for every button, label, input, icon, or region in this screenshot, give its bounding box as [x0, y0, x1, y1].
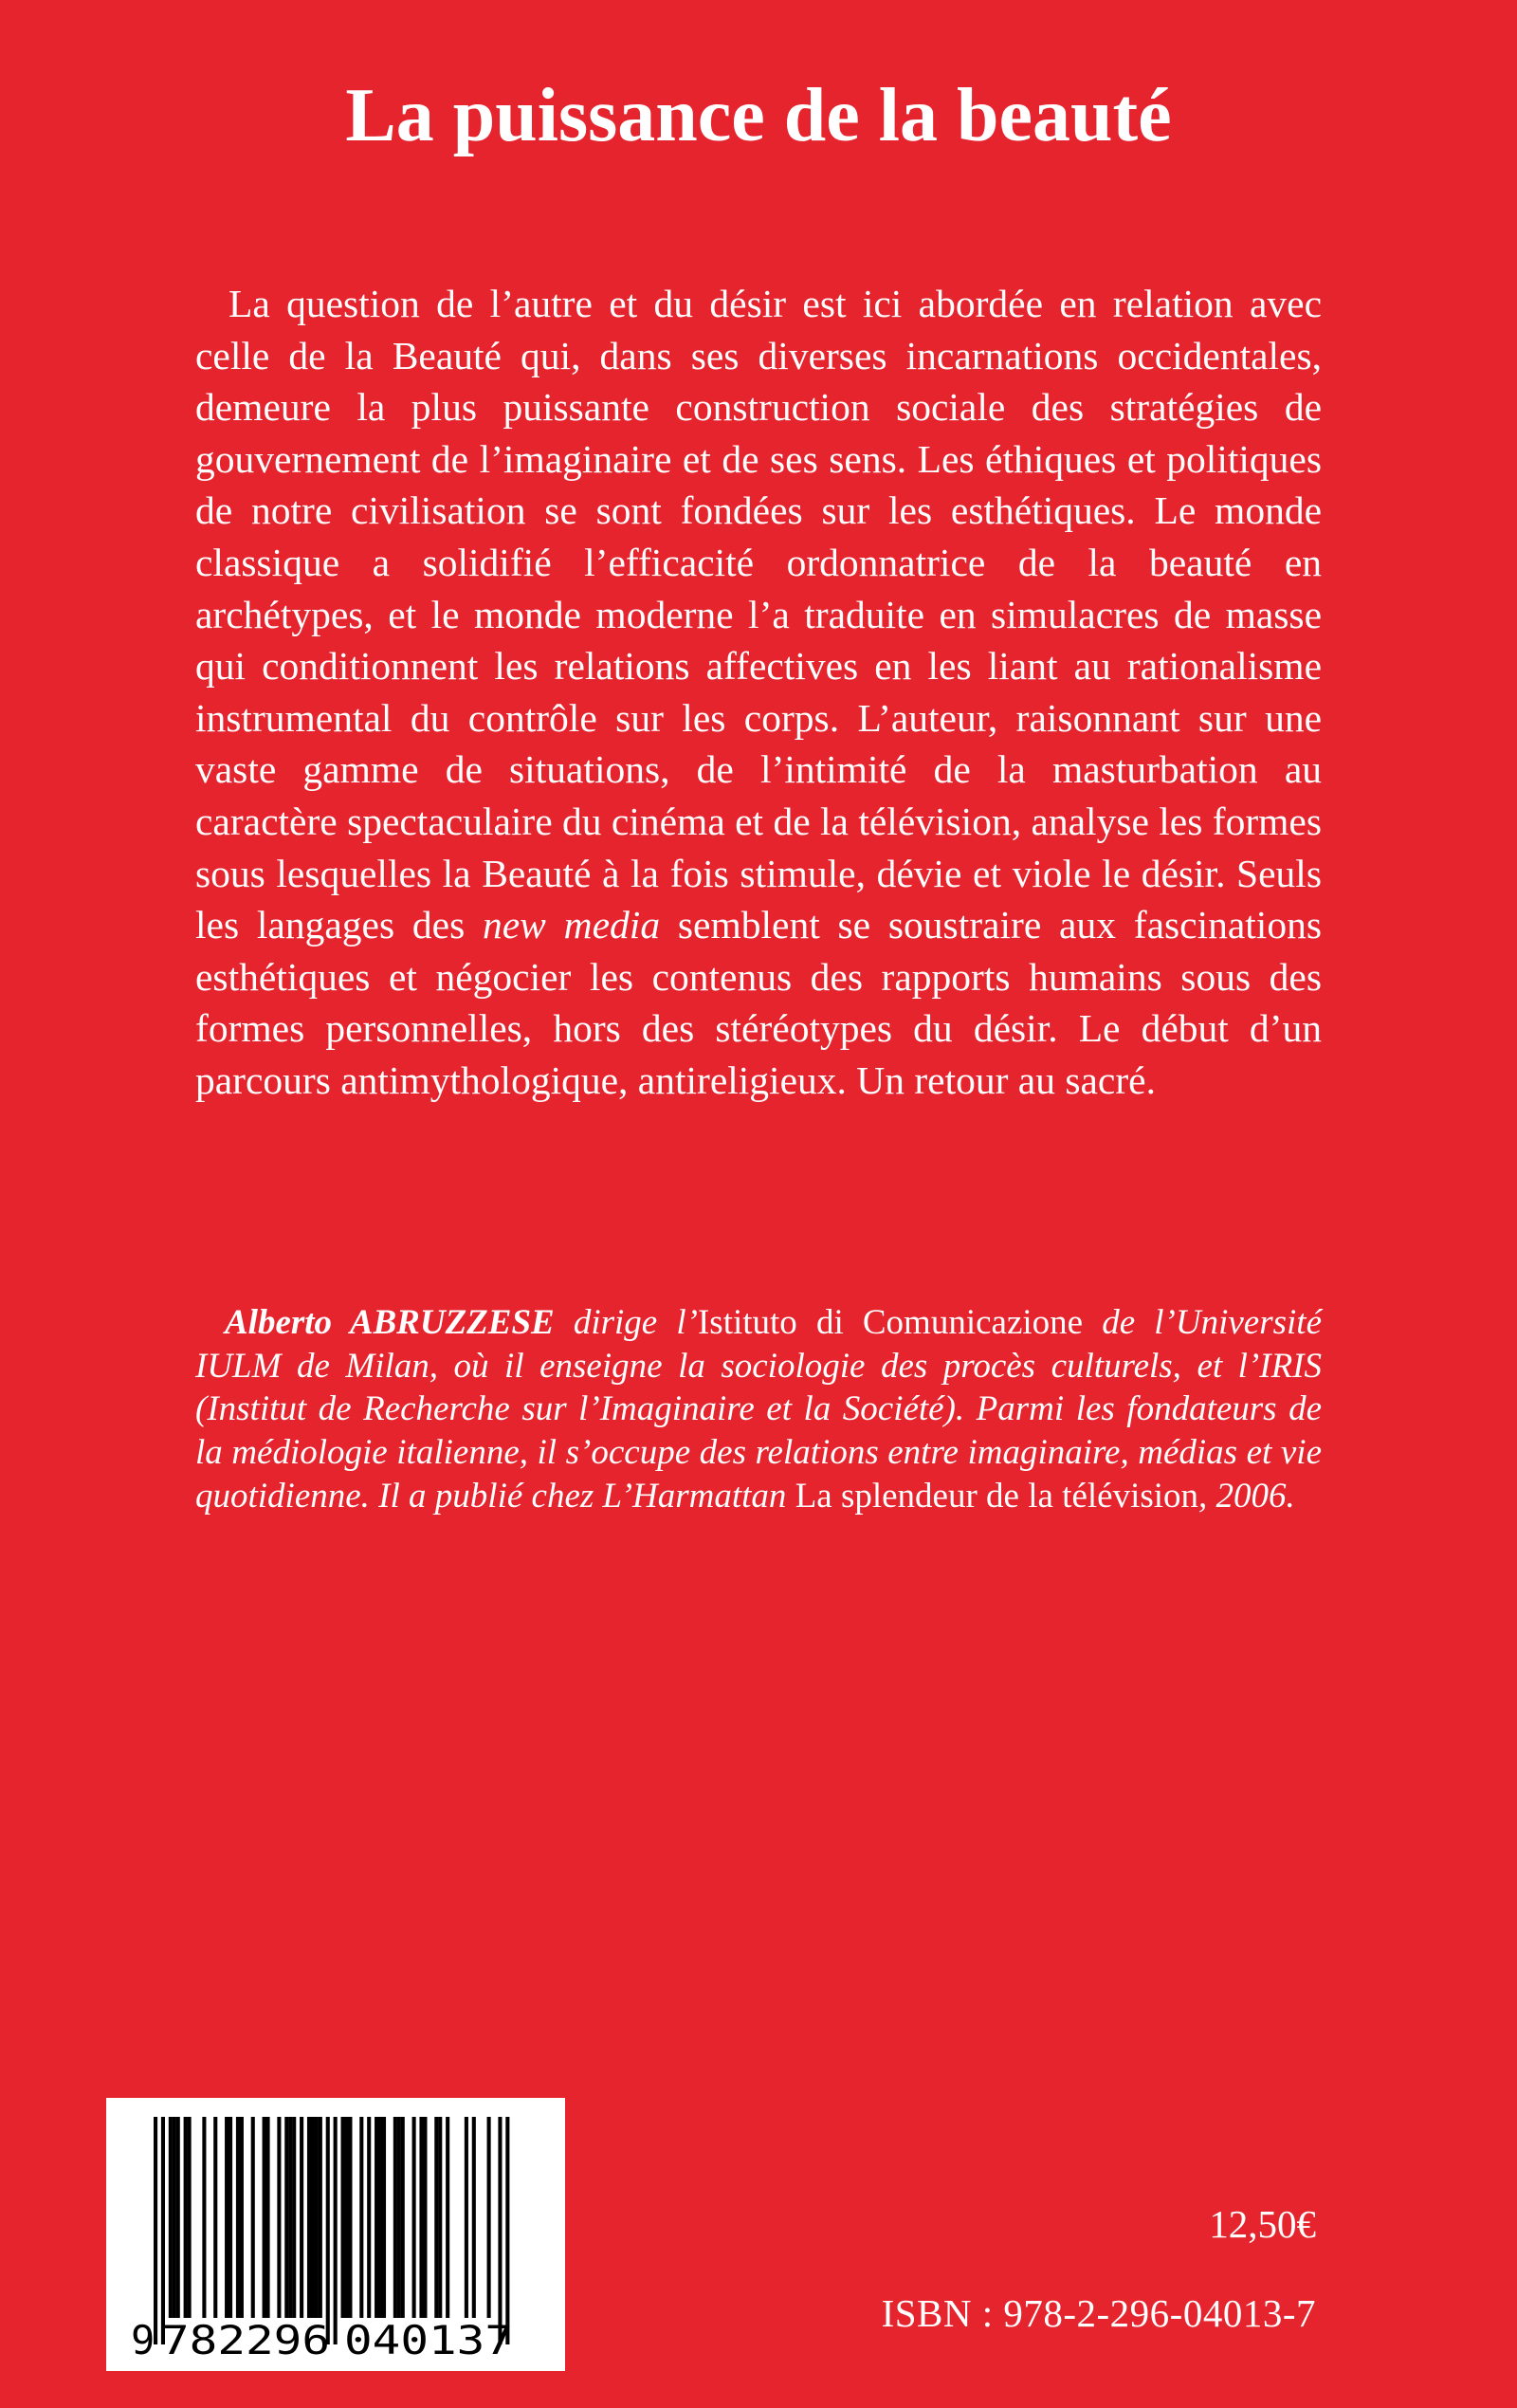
barcode-bar	[505, 2117, 509, 2344]
barcode-bar	[472, 2117, 476, 2318]
barcode-bar	[498, 2117, 502, 2344]
barcode-bar	[375, 2117, 378, 2318]
barcode-bar	[397, 2117, 401, 2318]
price: 12,50€	[1209, 2202, 1316, 2246]
barcode-bar	[154, 2117, 157, 2344]
blurb-italic-term: new media	[483, 903, 661, 947]
barcode-bar	[284, 2117, 288, 2318]
barcode-bar	[228, 2117, 232, 2318]
barcode-bar	[334, 2117, 338, 2344]
bio-institute: Istituto di Comunicazione	[697, 1303, 1084, 1342]
barcode-bar	[315, 2117, 319, 2318]
barcode-bar	[423, 2117, 427, 2318]
back-cover-blurb	[195, 278, 1322, 1107]
bio-book-title: La splendeur de la télévision	[795, 1476, 1199, 1516]
barcode-digits-left: 782296	[161, 2317, 330, 2363]
blurb-text-2: semblent se soustraire aux fascinations esthétiques et négocier les contenus des rapports humains sous des formes personnelles, hors des stéréotypes du désir. Le début d’un parcours antimythologique, antireligieux. Un retour au sacré.	[195, 903, 1322, 1102]
barcode-bar	[412, 2117, 416, 2318]
isbn-barcode	[106, 2098, 565, 2371]
barcode-bar	[401, 2117, 405, 2318]
barcode-bar	[487, 2117, 491, 2318]
barcode-bar	[326, 2117, 330, 2344]
barcode-bar	[359, 2117, 363, 2318]
barcode-bar	[446, 2117, 449, 2318]
barcode-bar	[341, 2117, 345, 2318]
barcode-bar	[311, 2117, 315, 2318]
barcode-bars	[154, 2117, 509, 2344]
barcode-bar	[348, 2117, 352, 2318]
bio-text-2: de l’Université IULM de Milan, où il enseigne la sociologie des procès culturels, et l’IRIS (Institut de Recherche sur l’Imaginaire et la Société). Parmi les fondateurs de la médiologie italienne, il s’occupe des relations entre imaginaire, médias et vie quotidienne. Il a publié chez L’Harmattan	[195, 1303, 1322, 1516]
barcode-bar	[240, 2117, 244, 2318]
barcode-graphic	[106, 2098, 565, 2371]
barcode-bar	[263, 2117, 266, 2318]
barcode-bar	[393, 2117, 397, 2318]
book-title: La puissance de la beauté	[345, 74, 1172, 157]
barcode-bar	[419, 2117, 423, 2318]
barcode-digits-right: 040137	[344, 2317, 513, 2363]
barcode-bar	[236, 2117, 240, 2318]
bio-text-3: , 2006.	[1198, 1476, 1295, 1516]
barcode-bar	[202, 2117, 206, 2318]
barcode-bar	[292, 2117, 296, 2318]
barcode-bar	[173, 2117, 176, 2318]
barcode-bar	[307, 2117, 311, 2318]
barcode-bar	[266, 2117, 270, 2318]
barcode-bar	[344, 2117, 348, 2318]
bio-text-1: dirige l’	[554, 1303, 698, 1342]
barcode-bar	[288, 2117, 292, 2318]
barcode-bar	[367, 2117, 371, 2318]
barcode-bar	[382, 2117, 386, 2318]
author-name: Alberto ABRUZZESE	[225, 1303, 555, 1342]
barcode-bar	[300, 2117, 303, 2318]
barcode-bar	[161, 2117, 165, 2344]
barcode-bar	[378, 2117, 382, 2318]
author-bio	[195, 1301, 1322, 1518]
barcode-bar	[188, 2117, 192, 2318]
blurb-text-1: La question de l’autre et du désir est ici abordée en relation avec celle de la Beauté qui, dans ses diverses incarnations occidentales, demeure la plus puissante construction sociale des stratégies de gouvernement de l’imaginaire et de ses sens. Les éthiques et politiques de notre civilisation se sont fondées sur les esthétiques. Le monde classique a solidifié l’efficacité ordonnatrice de la beauté en archétypes, et le monde moderne l’a traduite en simulacres de masse qui conditionnent les relations affectives en les liant au rationalisme instrumental du contrôle sur les corps. L’auteur, raisonnant sur une vaste gamme de situations, de l’intimité de la masturbation au caractère spectaculaire du cinéma et de la télévision, analyse les formes sous lesquelles la Beauté à la fois stimule, dévie et viole le désir. Seuls les langages des	[195, 282, 1322, 947]
barcode-bar	[176, 2117, 180, 2318]
barcode-bar	[438, 2117, 442, 2318]
barcode-bar	[184, 2117, 188, 2318]
barcode-bar	[213, 2117, 217, 2318]
barcode-bar	[225, 2117, 228, 2318]
barcode-bar	[251, 2117, 255, 2318]
barcode-bar	[319, 2117, 322, 2318]
barcode-first-digit: 9	[131, 2317, 155, 2363]
barcode-bar	[434, 2117, 438, 2318]
barcode-bar	[465, 2117, 468, 2318]
barcode-bar	[277, 2117, 281, 2318]
isbn-number: ISBN : 978-2-296-04013-7	[881, 2291, 1316, 2335]
barcode-bar	[169, 2117, 173, 2318]
